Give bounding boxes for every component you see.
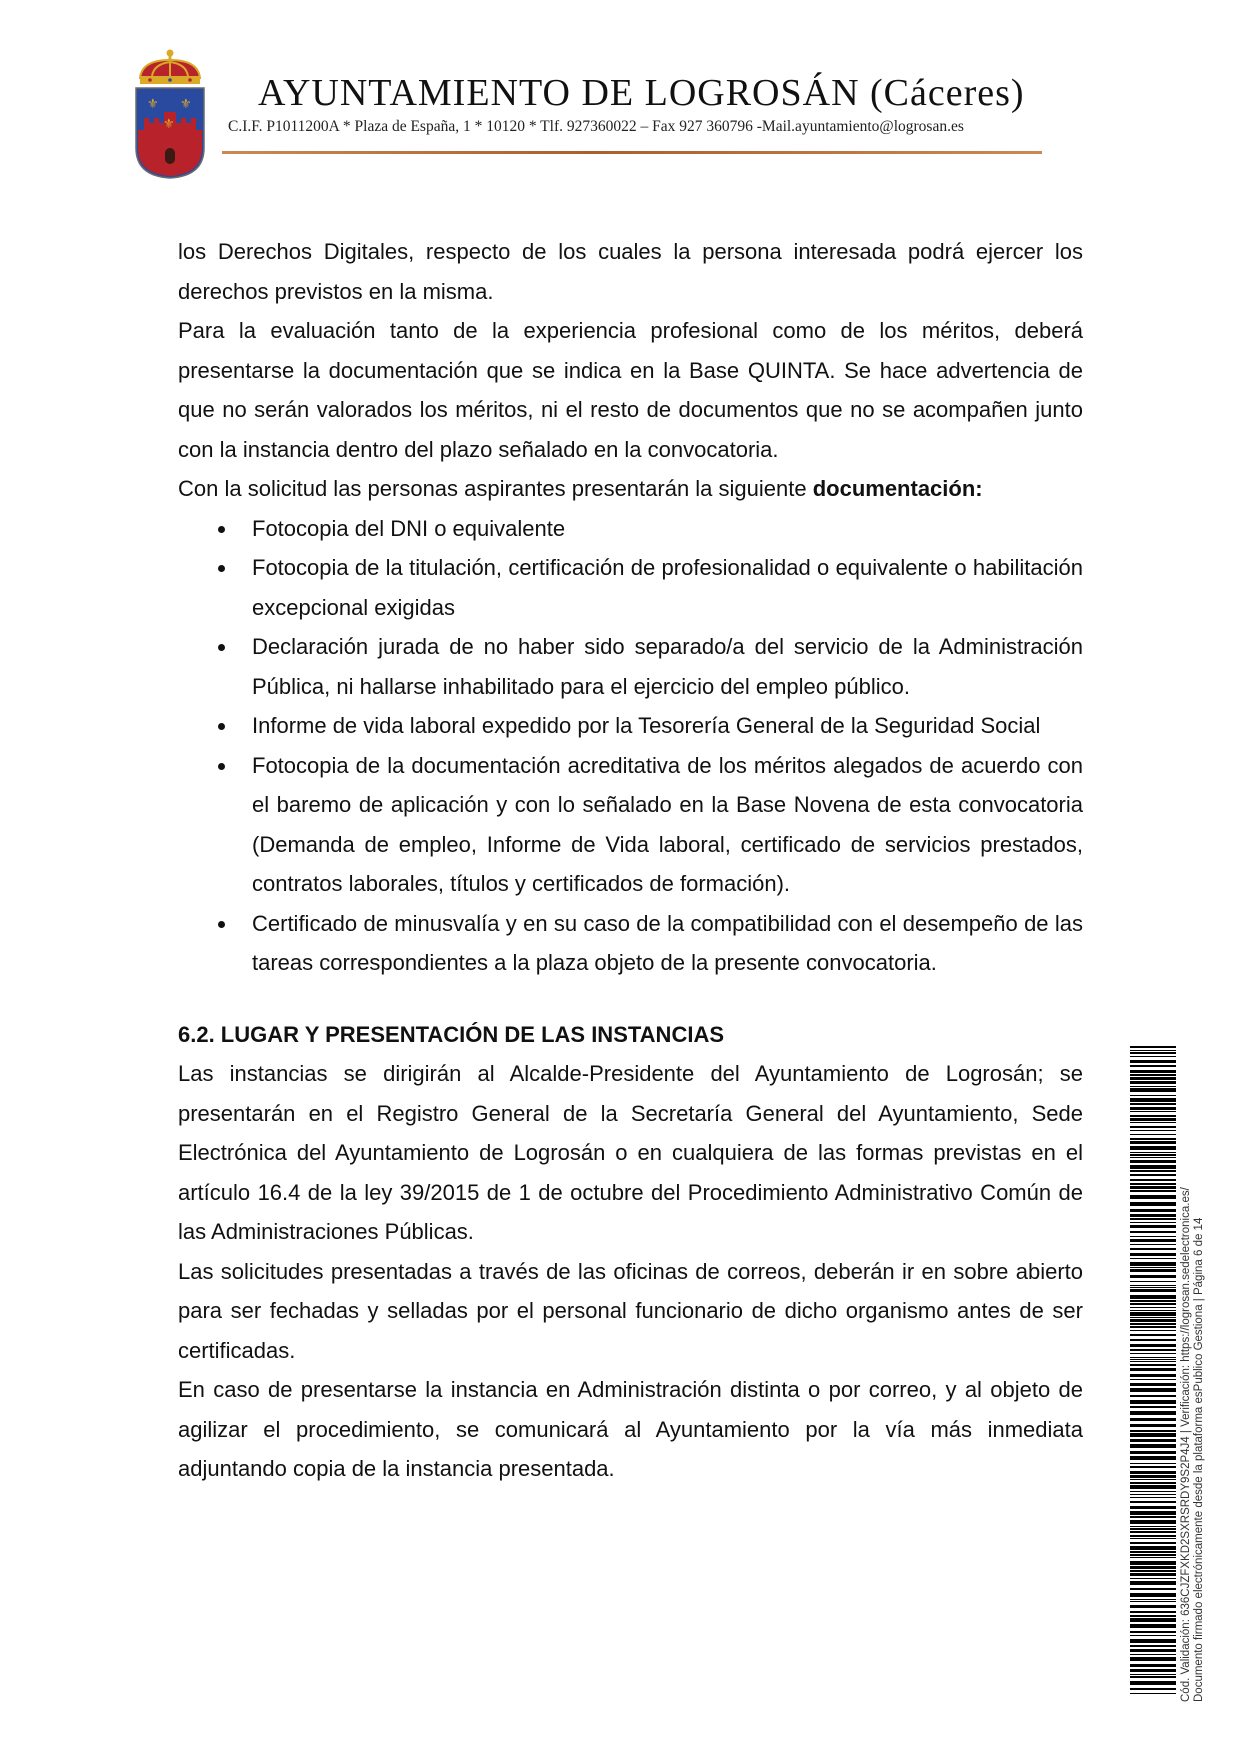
svg-text:⚜: ⚜ <box>180 97 192 112</box>
paragraph: Las solicitudes presentadas a través de las oficinas de correos, deberán ir en sobre abierto para ser fechadas y selladas por el personal funcionario de dicho organismo antes de ser certificadas. <box>178 1258 1083 1363</box>
paragraph: Para la evaluación tanto de la experiencia profesional como de los méritos, deberá presentarse la documentación que se indica en la Base QUINTA. Se hace advertencia de que no serán valorados los méritos, ni el resto de documentos que no se acompañen junto con la instancia dentro del plazo señalado en la convocatoria. <box>178 318 1083 462</box>
svg-text:⚜: ⚜ <box>163 117 175 132</box>
documentation-list <box>178 509 1083 983</box>
paragraph-text: Con la solicitud las personas aspirantes presentarán la siguiente <box>178 476 813 501</box>
organization-name: AYUNTAMIENTO DE LOGROSÁN (Cáceres) <box>258 72 1025 114</box>
list-item: Fotocopia de la documentación acreditativa de los méritos alegados de acuerdo con el baremo de aplicación y con lo señalado en la Base Novena de esta convocatoria (Demanda de empleo, Informe de Vida laboral, certificado de servicios prestados, contratos laborales, títulos y certificados de formación). <box>252 746 1083 904</box>
verification-line: Cód. Validación: 636CJZFXKD2SXRSRDY9S2P4J4 | Verificación: https://logrosan.sedelectronica.es/ <box>1180 1187 1192 1702</box>
document-body <box>178 232 1083 1489</box>
list-item: Declaración jurada de no haber sido separado/a del servicio de la Administración Pública, ni hallarse inhabilitado para el ejercicio del empleo público. <box>252 627 1083 706</box>
verification-line: Documento firmado electrónicamente desde la plataforma esPublico Gestiona | Página 6 de 14 <box>1193 1217 1205 1702</box>
list-item: Informe de vida laboral expedido por la Tesorería General de la Seguridad Social <box>252 706 1083 746</box>
paragraph-bold-text: documentación: <box>812 476 983 501</box>
paragraph: En caso de presentarse la instancia en Administración distinta o por correo, y al objeto de agilizar el procedimiento, se comunicará al Ayuntamiento por la vía más inmediata adjuntando copia de la instancia presentada. <box>178 1377 1083 1481</box>
paragraph <box>178 469 1083 509</box>
list-item: Fotocopia de la titulación, certificación de profesionalidad o equivalente o habilitación excepcional exigidas <box>252 548 1083 627</box>
svg-text:⚜: ⚜ <box>147 97 159 112</box>
list-item: Fotocopia del DNI o equivalente <box>252 509 1083 549</box>
section-title: 6.2. LUGAR Y PRESENTACIÓN DE LAS INSTANCIAS <box>178 1021 725 1047</box>
paragraph: los Derechos Digitales, respecto de los cuales la persona interesada podrá ejercer los derechos previstos en la misma. <box>178 239 1083 304</box>
header-divider <box>222 151 1042 154</box>
barcode-image <box>1130 1046 1176 1694</box>
verification-text <box>1180 1042 1216 1702</box>
coat-of-arms-logo <box>132 48 208 180</box>
organization-contact: C.I.F. P1011200A * Plaza de España, 1 * 10120 * Tlf. 927360022 – Fax 927 360796 -Mail.ayuntamiento@logrosan.es <box>228 118 964 135</box>
list-item: Certificado de minusvalía y en su caso de la compatibilidad con el desempeño de las tareas correspondientes a la plaza objeto de la presente convocatoria. <box>252 904 1083 983</box>
paragraph: Las instancias se dirigirán al Alcalde-Presidente del Ayuntamiento de Logrosán; se presentarán en el Registro General de la Secretaría General del Ayuntamiento, Sede Electrónica del Ayuntamiento de Logrosán o en cualquiera de las formas previstas en el artículo 16.4 de la ley 39/2015 de 1 de octubre del Procedimiento Administrativo Común de las Administraciones Públicas. <box>178 1061 1083 1244</box>
